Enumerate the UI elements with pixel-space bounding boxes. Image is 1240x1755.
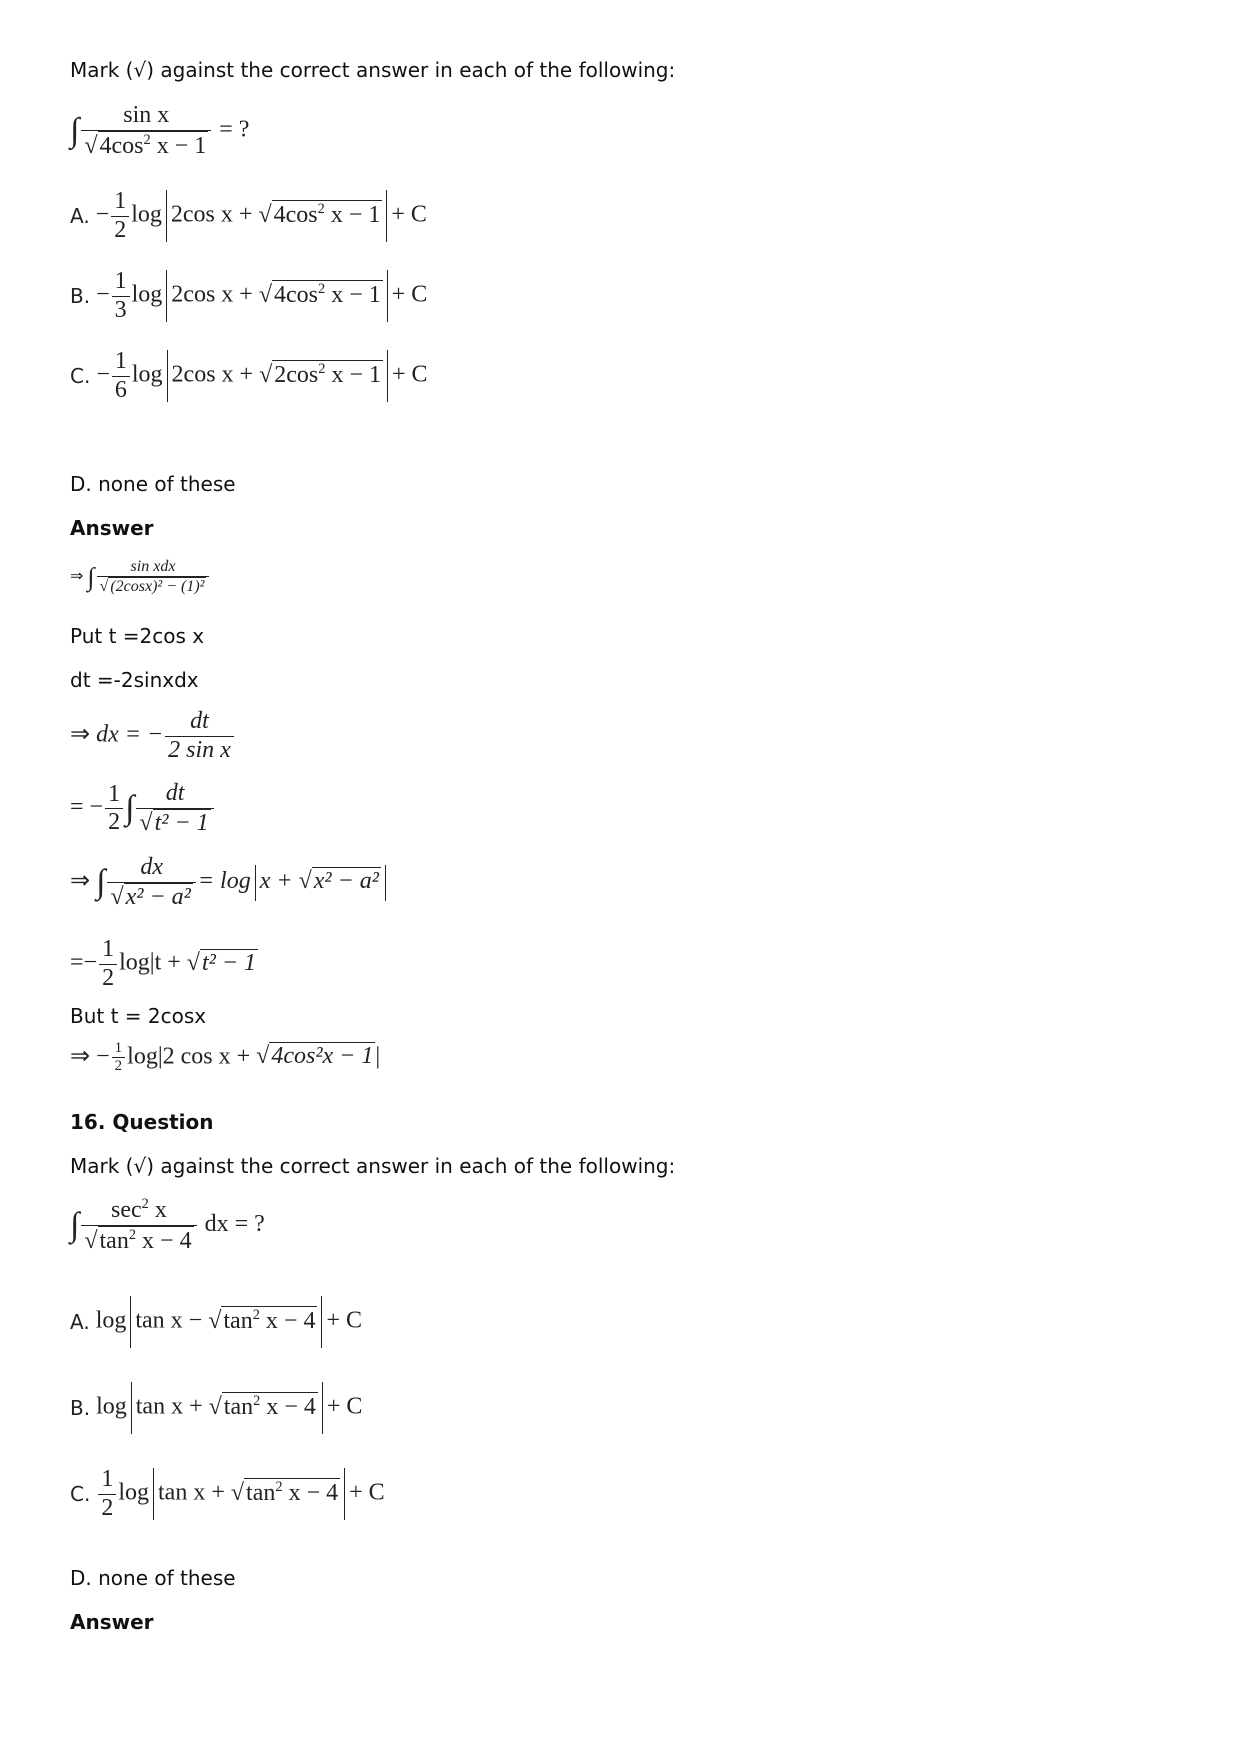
q16-heading: 16. Question <box>70 1110 214 1134</box>
q15-put-t: Put t =2cos x <box>70 624 205 648</box>
q15-option-c[interactable]: C. − $\frac{1}{6}$ log 2cos $x + √2\cos^2$ x − 1 + C <box>70 348 428 403</box>
q15-step-3: = − $\frac{1}{2}$ ∫ $\frac{dt}{\text{√t² − 1}}$ <box>70 780 216 837</box>
q15-option-b[interactable]: B. − $\frac{1}{3}$ log 2cos $x + √4\cos^2$ x − 1 + C <box>70 268 428 323</box>
q15-step-final: ⇒ − $\frac{1}{2}$ log|2 cos x + √4cos²x − 1| <box>70 1040 381 1075</box>
q15-option-a[interactable]: A. − $\frac{1}{2}$ log 2cos $x + √4\cos^2$ x − 1 + C <box>70 188 427 243</box>
q15-step-dx: ⇒ dx = − $\frac{dt}{\text{2 sin x}}$ <box>70 708 236 764</box>
q15-step-1: ⇒ ∫ $\frac{\text{sin xdx}}{\text{√ (2cosx)² − (1)²}}$ <box>70 558 211 597</box>
q16-option-b[interactable]: B. $\log \tan x + √\tan^2$ x − 4 + C <box>70 1382 362 1434</box>
q15-step-formula: ⇒ ∫ $\frac{dx}{\text{√x² − a²}}$ = log x + √x² − a² <box>70 854 390 911</box>
q16-option-c[interactable]: C. $\frac{1}{2}$ $\log \tan x + √\tan^2$ x − 4 + C <box>70 1466 385 1521</box>
q16-answer-heading: Answer <box>70 1610 154 1634</box>
q16-option-d[interactable]: D. none of these <box>70 1566 236 1590</box>
q16-instruction: Mark (√) against the correct answer in each of the following: <box>70 1154 676 1178</box>
q16-integral: ∫ $\frac{\sec^2 x}{√\tan^2 x - 4}$ dx = ? <box>70 1196 265 1254</box>
q15-dt: dt =-2sinxdx <box>70 668 199 692</box>
q15-option-d[interactable]: D. none of these <box>70 472 236 496</box>
q15-step-5: =− $\frac{1}{2}$ log|t + √t² − 1 <box>70 936 257 991</box>
q15-but-t: But t = 2cosx <box>70 1004 207 1028</box>
q15-instruction: Mark (√) against the correct answer in each of the following: <box>70 58 676 82</box>
q15-answer-heading: Answer <box>70 516 154 540</box>
q16-option-a[interactable]: A. $\log \tan x - √\tan^2$ x − 4 + C <box>70 1296 362 1348</box>
q15-integral: ∫ $\frac{\text{sin x}}{√4\cos^2 x - 1}$ = ? <box>70 102 250 159</box>
